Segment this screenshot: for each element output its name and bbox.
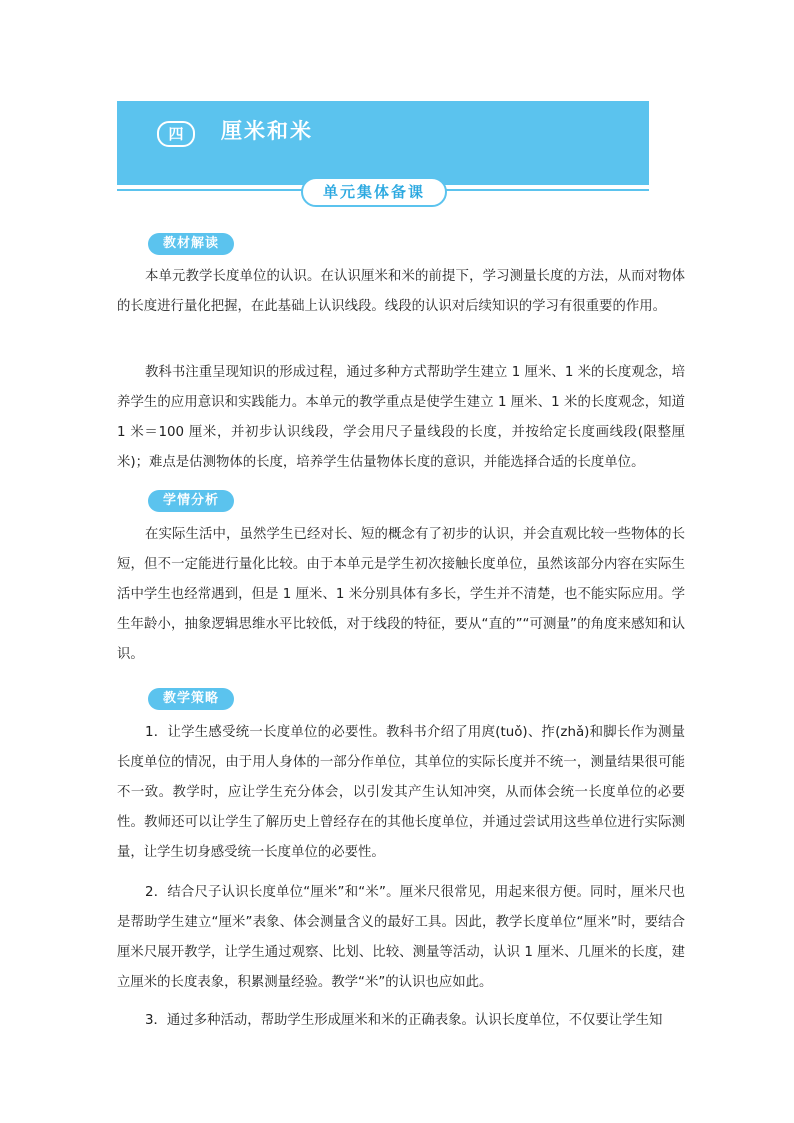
paragraph: 3．通过多种活动，帮助学生形成厘米和米的正确表象。认识长度单位，不仅要让学生知: [145, 1013, 663, 1028]
paragraph: 本单元教学长度单位的认识。在认识厘米和米的前提下，学习测量长度的方法，从而对物体的长度进行量化把握，在此基础上认识线段。线段的认识对后续知识的学习有很重要的作用。: [117, 269, 685, 314]
paragraph: 2．结合尺子认识长度单位“厘米”和“米”。厘米尺很常见，用起来很方便。同时，厘米尺也是帮助学生建立“厘米”表象、体会测量含义的最好工具。因此，教学长度单位“厘米”时，要结合厘米尺展开教学，让学生通过观察、比划、比较、测量等活动，认识 1 厘米、几厘米的长度，建立厘米的长度表象，积累测量经验。教学“米”的认识也应如此。: [117, 885, 685, 990]
paragraph: 教科书注重呈现知识的形成过程，通过多种方式帮助学生建立 1 厘米、1 米的长度观念，培养学生的应用意识和实践能力。本单元的教学重点是使学生建立 1 厘米、1 米的长度观念，知道 1 米＝100 厘米，并初步认识线段，学会用尺子量线段的长度，并按给定长度画线段(限整厘米)；难点是估测物体的长度，培养学生估量物体长度的意识，并能选择合适的长度单位。: [117, 365, 685, 470]
paragraph: 在实际生活中，虽然学生已经对长、短的概念有了初步的认识，并会直观比较一些物体的长短，但不一定能进行量化比较。由于本单元是学生初次接触长度单位，虽然该部分内容在实际生活中学生也经常遇到，但是 1 厘米、1 米分别具体有多长，学生并不清楚，也不能实际应用。学生年龄小，抽象逻辑思维水平比较低，对于线段的特征，要从“直的”“可测量”的角度来感知和认识。: [117, 527, 685, 662]
section-label-textbook-reading: 教材解读: [148, 233, 234, 255]
chapter-banner: [117, 101, 649, 185]
chapter-number-badge: 四: [157, 121, 195, 147]
section-label-teaching-strategy: 教学策略: [148, 688, 234, 710]
paragraph: 1．让学生感受统一长度单位的必要性。教科书介绍了用庹(tuǒ)、拃(zhǎ)和脚长作为测量长度单位的情况，由于用人身体的一部分作单位，其单位的实际长度并不统一，测量结果很可能不一致。教学时，应让学生充分体会，以引发其产生认知冲突，从而体会统一长度单位的必要性。教师还可以让学生了解历史上曾经存在的其他长度单位，并通过尝试用这些单位进行实际测量，让学生切身感受统一长度单位的必要性。: [117, 725, 685, 860]
chapter-title: 厘米和米: [221, 119, 313, 143]
section-label-student-analysis: 学情分析: [148, 490, 234, 512]
unit-tab-label: 单元集体备课: [301, 177, 447, 207]
